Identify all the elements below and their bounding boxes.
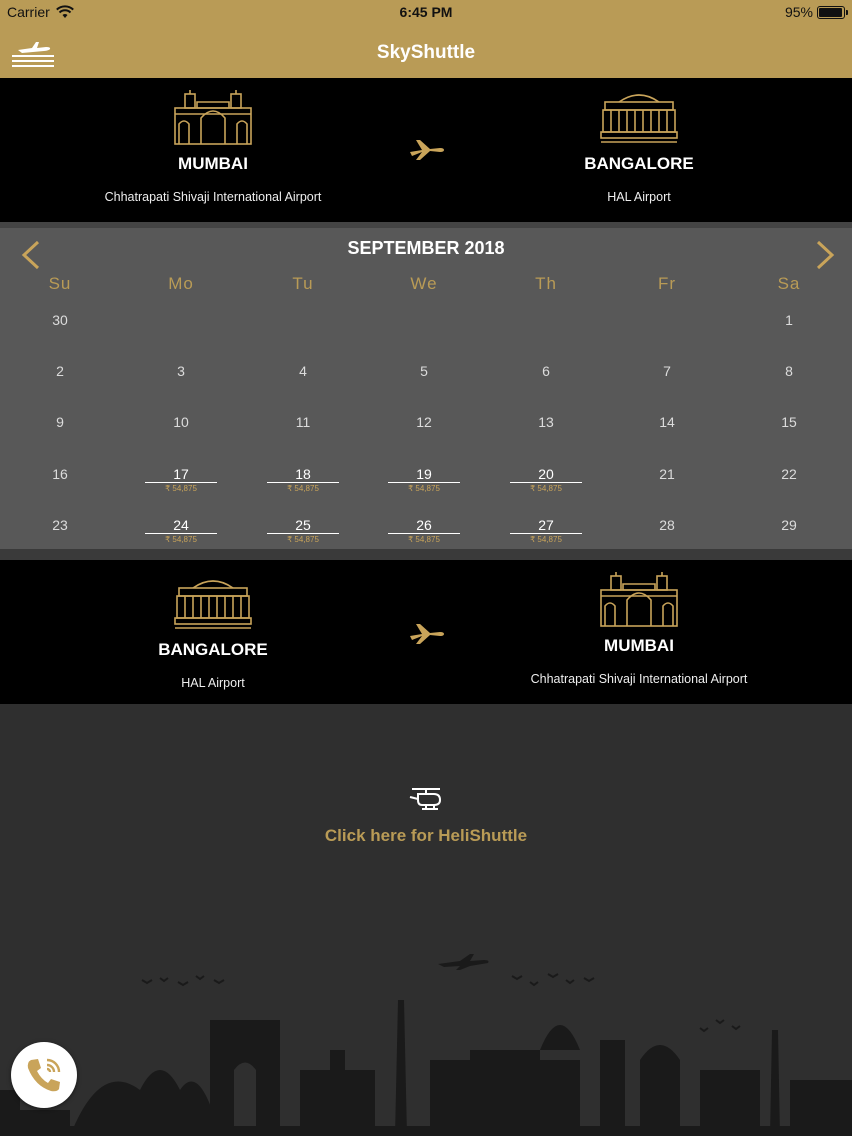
- day-underline: [145, 482, 217, 483]
- day-fare: ₹ 54,875: [165, 535, 197, 544]
- day-number: 24: [173, 517, 189, 533]
- gateway-of-india-icon: [599, 570, 679, 628]
- day-number: 11: [295, 414, 311, 430]
- calendar-day: [744, 363, 834, 403]
- call-button[interactable]: [11, 1042, 77, 1108]
- calendar-day: [622, 363, 712, 403]
- day-fare: ₹ 54,875: [408, 484, 440, 493]
- helicopter-icon[interactable]: [408, 786, 444, 812]
- day-number: 8: [785, 363, 793, 379]
- calendar-day: [379, 363, 469, 403]
- battery-percent: 95%: [784, 4, 813, 20]
- phone-icon: [23, 1054, 65, 1096]
- day-number: 2: [56, 363, 64, 379]
- day-number: 6: [542, 363, 550, 379]
- day-underline: [510, 533, 582, 534]
- battery-icon: [817, 6, 845, 19]
- weekday-label: We: [410, 274, 438, 293]
- day-number: 29: [781, 517, 797, 533]
- day-number: 14: [659, 414, 675, 430]
- day-number: 25: [295, 517, 311, 533]
- destination-airport: HAL Airport: [607, 190, 671, 204]
- calendar-day-available[interactable]: [136, 466, 226, 506]
- gateway-of-india-icon: [173, 88, 253, 146]
- day-underline: [388, 533, 460, 534]
- origin-airport: Chhatrapati Shivaji International Airport: [104, 190, 322, 204]
- return-origin-city-name: BANGALORE: [158, 640, 268, 659]
- day-number: 21: [659, 466, 675, 482]
- calendar-day: [622, 414, 712, 454]
- calendar-day: [622, 466, 712, 506]
- day-underline: [267, 482, 339, 483]
- day-number: 30: [52, 312, 68, 328]
- flight-direction-icon: [406, 130, 446, 170]
- return-destination-airport: Chhatrapati Shivaji International Airport: [530, 672, 748, 686]
- calendar-day: [15, 414, 105, 454]
- top-bar: [0, 0, 852, 78]
- return-origin-airport: HAL Airport: [181, 676, 245, 690]
- calendar-day: [15, 312, 105, 352]
- day-number: 16: [52, 466, 68, 482]
- page-title: SkyShuttle: [376, 42, 476, 63]
- calendar-day: [379, 414, 469, 454]
- day-fare: ₹ 54,875: [287, 535, 319, 544]
- calendar-month-title: SEPTEMBER 2018: [347, 238, 505, 258]
- day-number: 13: [538, 414, 554, 430]
- day-fare: ₹ 54,875: [530, 535, 562, 544]
- weekday-label: Th: [535, 274, 557, 293]
- calendar-day: [501, 363, 591, 403]
- weekday-label: Fr: [657, 274, 677, 293]
- battery-indicator: [785, 4, 845, 20]
- chevron-right-icon[interactable]: [812, 238, 838, 272]
- calendar-day: [136, 363, 226, 403]
- day-number: 20: [538, 466, 554, 482]
- day-number: 5: [420, 363, 428, 379]
- day-number: 27: [538, 517, 554, 533]
- day-number: 9: [56, 414, 64, 430]
- day-underline: [388, 482, 460, 483]
- city-skyline-illustration: [0, 940, 852, 1136]
- battery-fill: [819, 8, 842, 17]
- calendar-day: [258, 363, 348, 403]
- destination-city-name: BANGALORE: [584, 154, 694, 173]
- outbound-route-panel[interactable]: [0, 78, 852, 222]
- destination-city[interactable]: [469, 78, 809, 204]
- day-fare: ₹ 54,875: [287, 484, 319, 493]
- day-number: 19: [416, 466, 432, 482]
- day-number: 12: [416, 414, 432, 430]
- return-destination-city-name: MUMBAI: [604, 636, 674, 655]
- calendar: [0, 228, 852, 549]
- calendar-day-available[interactable]: [501, 466, 591, 506]
- day-underline: [145, 533, 217, 534]
- day-number: 23: [52, 517, 68, 533]
- calendar-day-available[interactable]: [258, 466, 348, 506]
- day-number: 4: [299, 363, 307, 379]
- calendar-day: [15, 466, 105, 506]
- return-destination-city[interactable]: [469, 560, 809, 686]
- calendar-bottom-divider: [0, 549, 852, 560]
- day-number: 15: [781, 414, 797, 430]
- clock: 6:45 PM: [399, 4, 453, 20]
- calendar-day-available[interactable]: [379, 466, 469, 506]
- day-fare: ₹ 54,875: [165, 484, 197, 493]
- palace-icon: [173, 574, 253, 632]
- day-number: 3: [177, 363, 185, 379]
- calendar-day: [15, 363, 105, 403]
- day-fare: ₹ 54,875: [530, 484, 562, 493]
- status-bar: [0, 0, 852, 24]
- day-number: 10: [173, 414, 189, 430]
- calendar-day: [744, 466, 834, 506]
- day-number: 22: [781, 466, 797, 482]
- weekday-label: Mo: [168, 274, 194, 293]
- day-number: 18: [295, 466, 311, 482]
- day-number: 26: [416, 517, 432, 533]
- calendar-day: [744, 312, 834, 352]
- weekday-label: Su: [48, 274, 72, 293]
- calendar-day: [136, 414, 226, 454]
- origin-city-name: MUMBAI: [178, 154, 248, 173]
- palace-icon: [599, 88, 679, 146]
- calendar-day: [744, 414, 834, 454]
- return-route-panel[interactable]: [0, 560, 852, 704]
- day-number: 28: [659, 517, 675, 533]
- weekday-label: Tu: [292, 274, 314, 293]
- day-underline: [510, 482, 582, 483]
- day-number: 17: [173, 466, 189, 482]
- carrier-label: Carrier: [7, 4, 50, 20]
- weekday-header: [0, 274, 852, 296]
- helishuttle-link[interactable]: Click here for HeliShuttle: [324, 826, 528, 845]
- origin-city[interactable]: [43, 78, 383, 204]
- day-underline: [267, 533, 339, 534]
- return-origin-city[interactable]: [43, 560, 383, 690]
- weekday-label: Sa: [777, 274, 801, 293]
- day-number: 1: [785, 312, 793, 328]
- calendar-day: [501, 414, 591, 454]
- day-fare: ₹ 54,875: [408, 535, 440, 544]
- flight-direction-icon: [406, 614, 446, 654]
- calendar-day: [258, 414, 348, 454]
- day-number: 7: [663, 363, 671, 379]
